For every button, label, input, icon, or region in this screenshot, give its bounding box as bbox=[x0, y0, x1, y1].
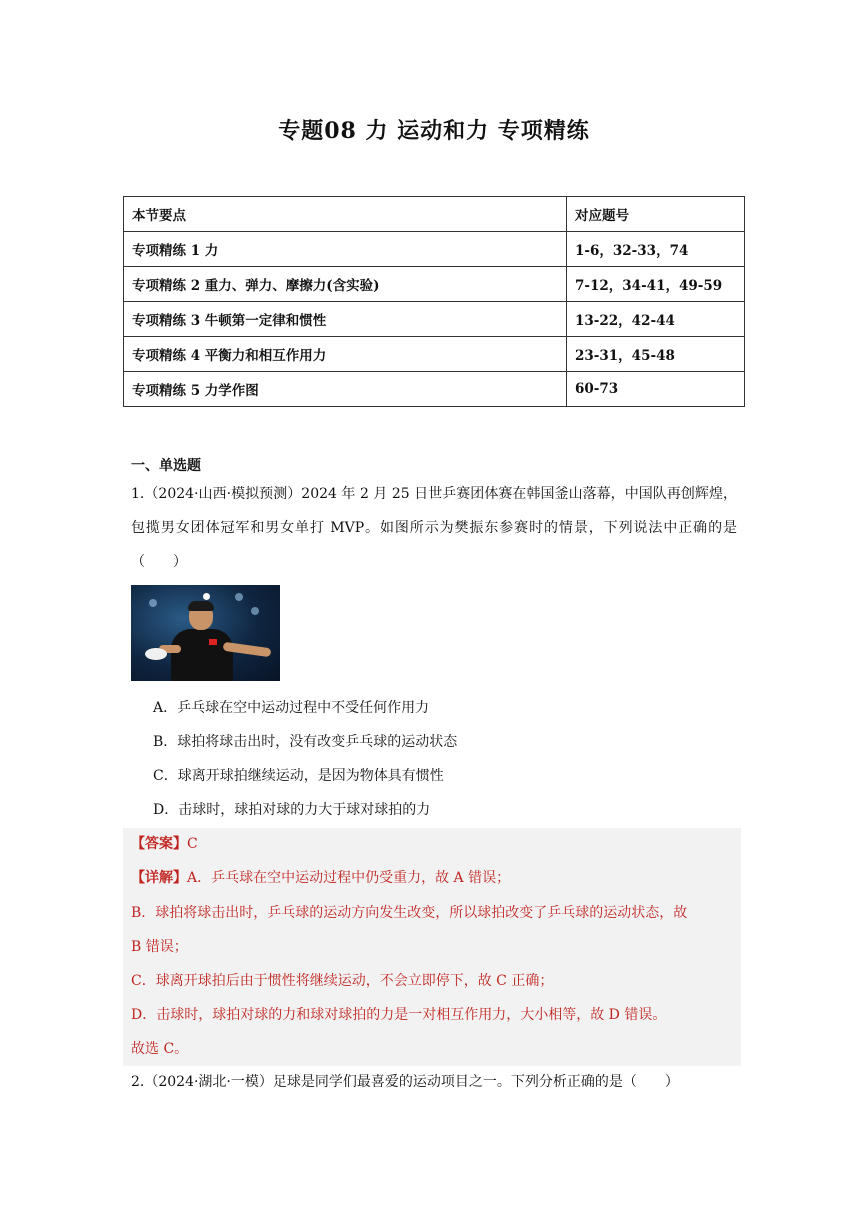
section-heading: 一、单选题 bbox=[131, 458, 201, 474]
table-cell-topic: 专项精练 5 力学作图 bbox=[124, 372, 567, 407]
table-cell-numbers: 23-31，45-48 bbox=[567, 337, 745, 372]
table-header-cell: 对应题号 bbox=[567, 197, 745, 232]
table-cell-numbers: 60-73 bbox=[567, 372, 745, 407]
ping-pong-ball bbox=[203, 593, 210, 600]
option-d: D．击球时，球拍对球的力大于球对球拍的力 bbox=[153, 802, 431, 818]
table-cell-numbers: 13-22，42-44 bbox=[567, 302, 745, 337]
option-a: A．乒乓球在空中运动过程中不受任何作用力 bbox=[153, 700, 430, 716]
player-hair bbox=[188, 601, 214, 611]
arena-light bbox=[149, 599, 157, 607]
detail-line: C．球离开球拍后由于惯性将继续运动，不会立即停下，故 C 正确； bbox=[131, 973, 554, 989]
table-row bbox=[124, 337, 745, 372]
table-row bbox=[124, 302, 745, 337]
table-header-cell: 本节要点 bbox=[124, 197, 567, 232]
arena-light bbox=[251, 607, 259, 615]
detail-line: 故选 C。 bbox=[131, 1041, 189, 1057]
table-cell-numbers: 1-6，32-33，74 bbox=[567, 232, 745, 267]
page-title: 专题08 力 运动和力 专项精练 bbox=[278, 118, 590, 144]
table-cell-topic: 专项精练 1 力 bbox=[124, 232, 567, 267]
detail-label: 【详解】 bbox=[131, 870, 187, 886]
table-cell-topic: 专项精练 3 牛顿第一定律和惯性 bbox=[124, 302, 567, 337]
question-1-stem: 1.（2024·山西·模拟预测）2024 年 2 月 25 日世乒赛团体赛在韩国釜山落幕，中国队再创辉煌，包揽男女团体冠军和男女单打 MVP。如图所示为樊振东参赛时的情景，下列说法中正确的是（ ） bbox=[131, 486, 737, 570]
player-body bbox=[171, 629, 233, 681]
table-cell-topic: 专项精练 4 平衡力和相互作用力 bbox=[124, 337, 567, 372]
detail-text: A．乒乓球在空中运动过程中仍受重力，故 A 错误； bbox=[187, 870, 511, 886]
table-row bbox=[124, 372, 745, 407]
option-c: C．球离开球拍继续运动，是因为物体具有惯性 bbox=[153, 768, 444, 784]
answer-line bbox=[131, 834, 739, 854]
table-cell-numbers: 7-12，34-41，49-59 bbox=[567, 267, 745, 302]
arena-light bbox=[235, 593, 243, 601]
table-row bbox=[124, 267, 745, 302]
option-b: B．球拍将球击出时，没有改变乒乓球的运动状态 bbox=[153, 734, 458, 750]
flag-patch bbox=[209, 639, 217, 645]
detail-line: B．球拍将球击出时，乒乓球的运动方向发生改变，所以球拍改变了乒乓球的运动状态，故 bbox=[131, 905, 688, 921]
table-cell-topic: 专项精练 2 重力、弹力、摩擦力(含实验) bbox=[124, 267, 567, 302]
answer-label: 【答案】 bbox=[131, 836, 187, 852]
table-row bbox=[124, 232, 745, 267]
question-2-stem: 2.（2024·湖北·一模）足球是同学们最喜爱的运动项目之一。下列分析正确的是（ ） bbox=[131, 1074, 679, 1090]
paddle bbox=[145, 648, 167, 660]
answer-value: C bbox=[187, 836, 198, 852]
topic-table bbox=[123, 196, 745, 407]
table-header-row bbox=[124, 197, 745, 232]
table-tennis-player-photo bbox=[131, 585, 280, 681]
detail-line: D．击球时，球拍对球的力和球对球拍的力是一对相互作用力，大小相等，故 D 错误。 bbox=[131, 1007, 667, 1023]
detail-line: B 错误； bbox=[131, 939, 188, 955]
detail-line bbox=[131, 868, 739, 888]
